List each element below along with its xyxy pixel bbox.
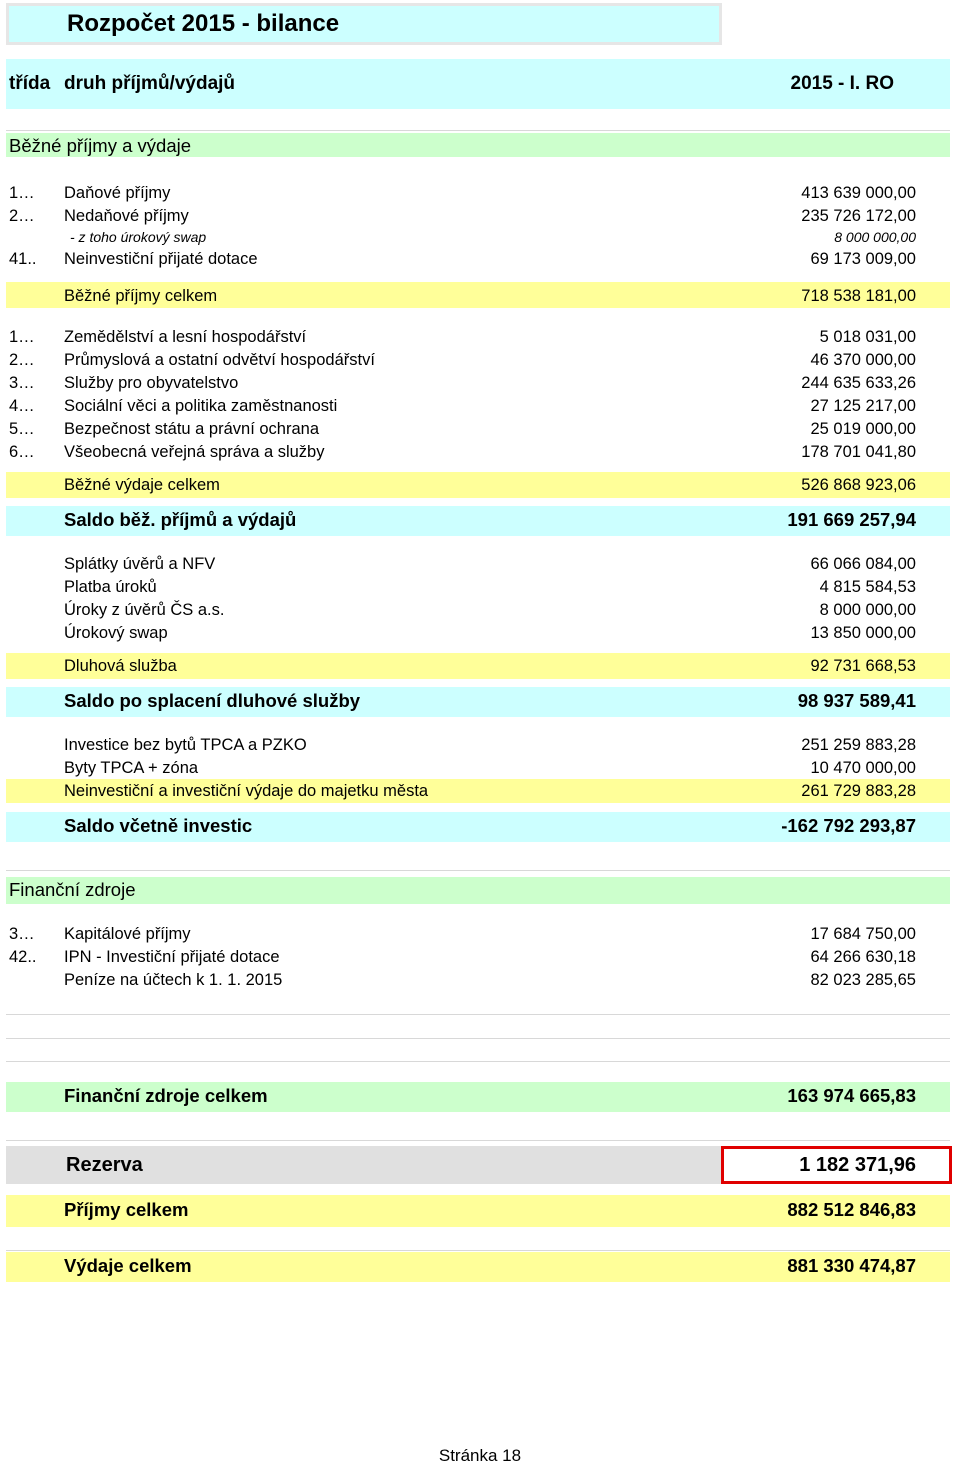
row-class: 3…	[9, 374, 35, 392]
row-class: 3…	[9, 925, 35, 943]
row-value: 178 701 041,80	[801, 443, 916, 461]
row-name: - z toho úrokový swap	[70, 229, 207, 245]
row-name: IPN - Investiční přijaté dotace	[64, 948, 280, 966]
row-class: 1…	[9, 328, 35, 346]
header-trida: třída	[9, 73, 51, 94]
row-class: 4…	[9, 397, 35, 415]
row-class: 5…	[9, 420, 35, 438]
row-name: Zemědělství a lesní hospodářství	[64, 328, 307, 346]
header-year: 2015 - I. RO	[790, 73, 894, 94]
subtotal-value: 261 729 883,28	[801, 782, 916, 800]
total-value: 882 512 846,83	[787, 1199, 916, 1220]
total-value: 163 974 665,83	[787, 1085, 916, 1106]
saldo-name: Saldo běž. příjmů a výdajů	[64, 509, 297, 530]
row-value: 25 019 000,00	[810, 420, 916, 438]
saldo-value: -162 792 293,87	[781, 815, 916, 836]
row-name: Nedaňové příjmy	[64, 207, 189, 225]
page-number: Stránka 18	[438, 1446, 522, 1465]
row-value: 244 635 633,26	[801, 374, 916, 392]
row-name: Investice bez bytů TPCA a PZKO	[64, 736, 307, 754]
reserve-value: 1 182 371,96	[799, 1154, 916, 1176]
row-class: 2…	[9, 207, 35, 225]
row-value: 46 370 000,00	[810, 351, 916, 369]
saldo-value: 191 669 257,94	[787, 509, 916, 530]
reserve-name: Rezerva	[66, 1154, 143, 1176]
page-title: Rozpočet 2015 - bilance	[6, 3, 722, 45]
empty-row	[6, 112, 950, 131]
row-value: 10 470 000,00	[810, 759, 916, 777]
subtotal-value: 526 868 923,06	[801, 476, 916, 494]
row-value: 17 684 750,00	[810, 925, 916, 943]
row-name: Platba úroků	[64, 578, 157, 596]
row-value: 8 000 000,00	[819, 601, 916, 619]
row-value: 27 125 217,00	[810, 397, 916, 415]
row-value: 64 266 630,18	[810, 948, 916, 966]
subtotal-name: Běžné výdaje celkem	[64, 476, 220, 494]
row-name: Úrokový swap	[64, 624, 168, 642]
subtotal-value: 718 538 181,00	[801, 287, 916, 305]
total-name: Finanční zdroje celkem	[64, 1085, 268, 1106]
section-bezne: Běžné příjmy a výdaje	[9, 135, 192, 156]
row-value: 5 018 031,00	[819, 328, 916, 346]
row-value: 13 850 000,00	[810, 624, 916, 642]
total-name: Příjmy celkem	[64, 1199, 189, 1220]
row-name: Služby pro obyvatelstvo	[64, 374, 239, 392]
subtotal-name: Běžné příjmy celkem	[64, 287, 218, 305]
empty-row	[6, 1230, 950, 1251]
subtotal-value: 92 731 668,53	[810, 657, 916, 675]
section-band	[6, 877, 950, 904]
row-name: Všeobecná veřejná správa a služby	[64, 443, 325, 461]
section-financni: Finanční zdroje	[9, 879, 136, 900]
saldo-name: Saldo po splacení dluhové služby	[64, 690, 361, 711]
empty-row	[6, 1041, 950, 1062]
row-value: 413 639 000,00	[801, 184, 916, 202]
row-class: 6…	[9, 443, 35, 461]
row-name: Splátky úvěrů a NFV	[64, 555, 216, 573]
row-name: Kapitálové příjmy	[64, 925, 191, 943]
row-value: 251 259 883,28	[801, 736, 916, 754]
subtotal-name: Dluhová služba	[64, 657, 177, 675]
row-name: Neinvestiční přijaté dotace	[64, 250, 258, 268]
row-value: 8 000 000,00	[834, 229, 916, 245]
row-value: 69 173 009,00	[810, 250, 916, 268]
row-class: 42..	[9, 948, 37, 966]
row-name: Úroky z úvěrů ČS a.s.	[64, 601, 225, 619]
row-name: Průmyslová a ostatní odvětví hospodářství	[64, 351, 375, 369]
row-name: Bezpečnost státu a právní ochrana	[64, 420, 319, 438]
row-name: Byty TPCA + zóna	[64, 759, 199, 777]
total-value: 881 330 474,87	[787, 1255, 916, 1276]
row-name: Peníze na účtech k 1. 1. 2015	[64, 971, 283, 989]
row-class: 41..	[9, 250, 37, 268]
saldo-name: Saldo včetně investic	[64, 815, 253, 836]
row-class: 2…	[9, 351, 35, 369]
empty-row	[6, 850, 950, 871]
row-name: Sociální věci a politika zaměstnanosti	[64, 397, 338, 415]
row-value: 82 023 285,65	[810, 971, 916, 989]
empty-row	[6, 1118, 950, 1141]
subtotal-name: Neinvestiční a investiční výdaje do majetku města	[64, 782, 429, 800]
row-class: 1…	[9, 184, 35, 202]
header-druh: druh příjmů/výdajů	[64, 73, 236, 94]
empty-row	[6, 996, 950, 1015]
row-name: Daňové příjmy	[64, 184, 171, 202]
row-value: 66 066 084,00	[810, 555, 916, 573]
saldo-value: 98 937 589,41	[797, 690, 916, 711]
row-value: 4 815 584,53	[819, 578, 916, 596]
row-value: 235 726 172,00	[801, 207, 916, 225]
total-name: Výdaje celkem	[64, 1255, 192, 1276]
empty-row	[6, 1018, 950, 1039]
